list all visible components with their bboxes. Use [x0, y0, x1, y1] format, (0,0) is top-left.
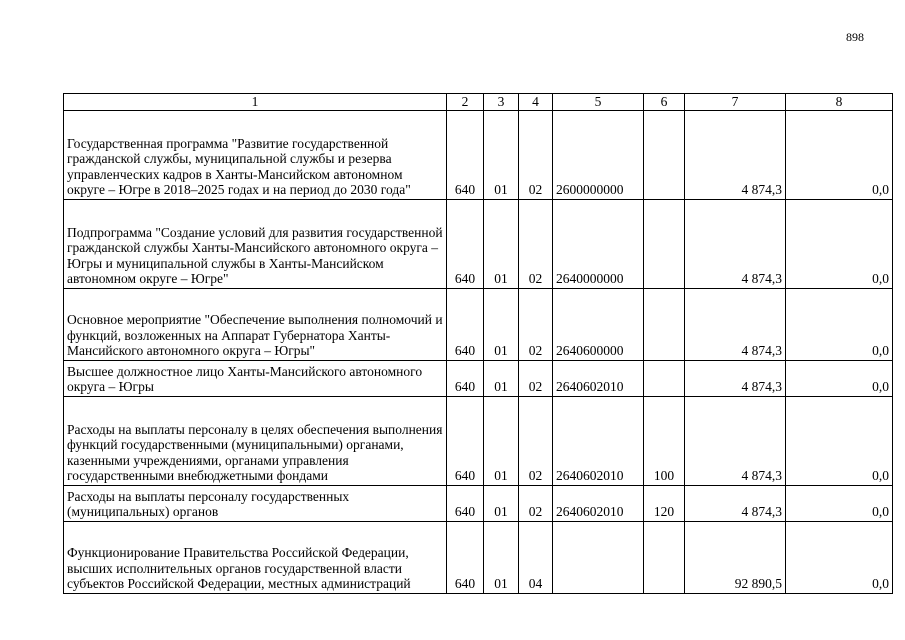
- cell-ved: 640: [447, 486, 484, 522]
- table-row: [64, 289, 893, 361]
- cell-rz: 01: [484, 486, 519, 522]
- cell-csr: 2640602010: [553, 397, 644, 486]
- column-header: 6: [644, 94, 685, 111]
- cell-csr: 2640000000: [553, 200, 644, 289]
- column-header: 5: [553, 94, 644, 111]
- column-header: 8: [786, 94, 893, 111]
- cell-ved: 640: [447, 397, 484, 486]
- table-row: [64, 397, 893, 486]
- cell-sum1: 92 890,5: [685, 522, 786, 594]
- column-header: 1: [64, 94, 447, 111]
- cell-sum2: 0,0: [786, 361, 893, 397]
- cell-pr: 04: [519, 522, 553, 594]
- table-row: [64, 522, 893, 594]
- cell-csr: 2600000000: [553, 111, 644, 200]
- column-header: 4: [519, 94, 553, 111]
- cell-sum2: 0,0: [786, 200, 893, 289]
- cell-csr: 2640602010: [553, 486, 644, 522]
- cell-csr: 2640602010: [553, 361, 644, 397]
- cell-pr: 02: [519, 111, 553, 200]
- cell-vr: [644, 289, 685, 361]
- column-header: 7: [685, 94, 786, 111]
- row-name: Расходы на выплаты персоналу в целях обеспечения выполнения функций государственными (муниципальными) органами, казенными учреждениями, органами управления государственными внебюджетными фондами: [64, 397, 447, 486]
- row-name: Подпрограмма "Создание условий для развития государственной гражданской службы Ханты-Мансийского автономного округа – Югры и муниципальной службы в Ханты-Мансийском автономном округе – Югре": [64, 200, 447, 289]
- cell-sum1: 4 874,3: [685, 397, 786, 486]
- row-name: Государственная программа "Развитие государственной гражданской службы, муниципальной службы и резерва управленческих кадров в Ханты-Мансийском автономном округе – Югре в 2018–2025 годах и на период до 2030 года": [64, 111, 447, 200]
- table-row: [64, 361, 893, 397]
- cell-sum2: 0,0: [786, 486, 893, 522]
- cell-pr: 02: [519, 486, 553, 522]
- cell-vr: 100: [644, 397, 685, 486]
- cell-vr: [644, 361, 685, 397]
- cell-pr: 02: [519, 397, 553, 486]
- cell-ved: 640: [447, 522, 484, 594]
- row-name: Функционирование Правительства Российской Федерации, высших исполнительных органов государственной власти субъектов Российской Федерации, местных администраций: [64, 522, 447, 594]
- column-header: 2: [447, 94, 484, 111]
- cell-vr: [644, 200, 685, 289]
- cell-sum1: 4 874,3: [685, 486, 786, 522]
- cell-sum1: 4 874,3: [685, 200, 786, 289]
- cell-sum1: 4 874,3: [685, 361, 786, 397]
- cell-rz: 01: [484, 361, 519, 397]
- cell-pr: 02: [519, 200, 553, 289]
- cell-ved: 640: [447, 361, 484, 397]
- cell-csr: [553, 522, 644, 594]
- cell-sum2: 0,0: [786, 397, 893, 486]
- cell-sum1: 4 874,3: [685, 289, 786, 361]
- page-number: 898: [846, 30, 864, 44]
- cell-vr: 120: [644, 486, 685, 522]
- cell-sum2: 0,0: [786, 289, 893, 361]
- table-row: [64, 111, 893, 200]
- cell-vr: [644, 522, 685, 594]
- cell-ved: 640: [447, 200, 484, 289]
- table-row: [64, 200, 893, 289]
- budget-table: [63, 93, 893, 594]
- cell-pr: 02: [519, 289, 553, 361]
- cell-csr: 2640600000: [553, 289, 644, 361]
- cell-pr: 02: [519, 361, 553, 397]
- table-row: [64, 486, 893, 522]
- row-name: Основное мероприятие "Обеспечение выполнения полномочий и функций, возложенных на Аппарат Губернатора Ханты-Мансийского автономного округа – Югры": [64, 289, 447, 361]
- row-name: Расходы на выплаты персоналу государственных (муниципальных) органов: [64, 486, 447, 522]
- cell-rz: 01: [484, 200, 519, 289]
- cell-rz: 01: [484, 289, 519, 361]
- cell-sum1: 4 874,3: [685, 111, 786, 200]
- cell-ved: 640: [447, 111, 484, 200]
- cell-ved: 640: [447, 289, 484, 361]
- cell-rz: 01: [484, 522, 519, 594]
- cell-sum2: 0,0: [786, 522, 893, 594]
- column-header: 3: [484, 94, 519, 111]
- header-row: [64, 94, 893, 111]
- cell-rz: 01: [484, 397, 519, 486]
- cell-rz: 01: [484, 111, 519, 200]
- cell-vr: [644, 111, 685, 200]
- row-name: Высшее должностное лицо Ханты-Мансийского автономного округа – Югры: [64, 361, 447, 397]
- cell-sum2: 0,0: [786, 111, 893, 200]
